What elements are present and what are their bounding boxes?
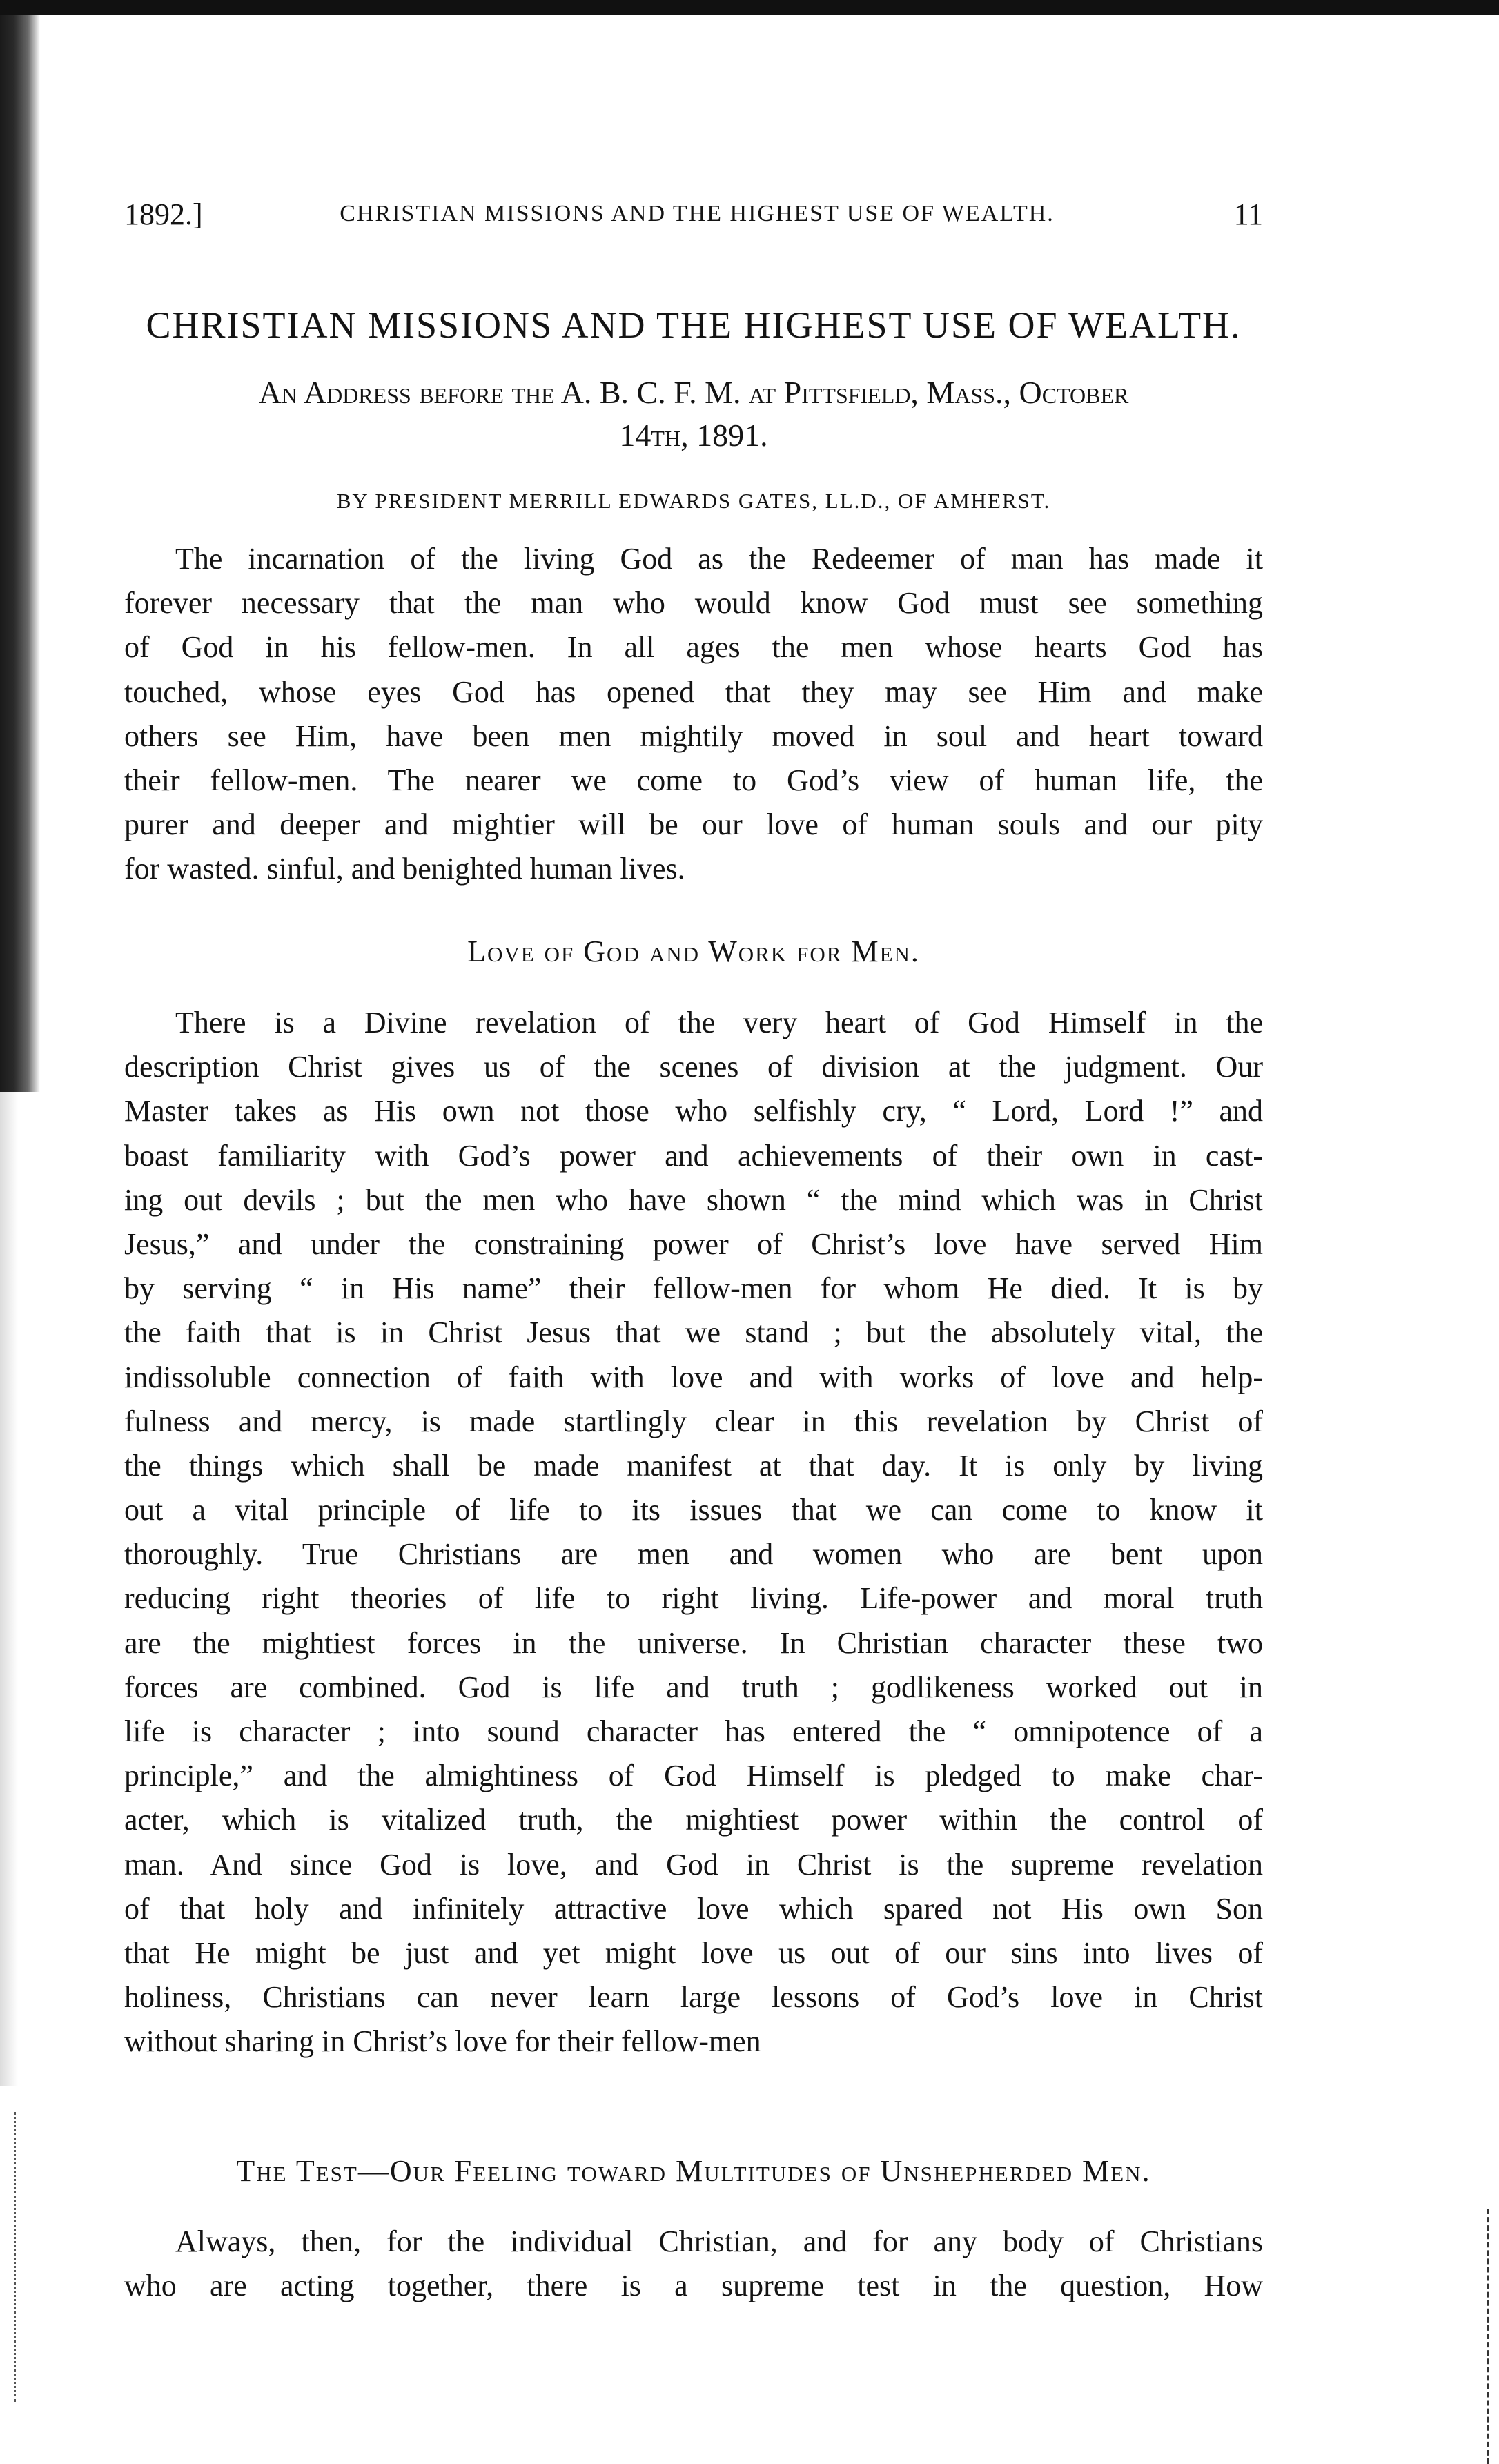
- paragraph-line: thoroughly. True Christians are men and women who are bent upon: [124, 1537, 1263, 1572]
- scan-top-edge: [0, 0, 1499, 15]
- paragraph-line: Jesus,” and under the constraining power of Christ’s love have served Him: [124, 1226, 1263, 1261]
- section-heading-the-test: The Test—Our Feeling toward Multitudes of Unshepherded Men.: [236, 2154, 1151, 2188]
- paragraph-line: acter, which is vitalized truth, the mightiest power within the control of: [124, 1803, 1263, 1837]
- paragraph-line: description Christ gives us of the scenes of division at the judgment. Our: [124, 1050, 1263, 1084]
- paragraph-line: ing out devils ; but the men who have shown “ the mind which was in Christ: [124, 1182, 1263, 1217]
- subtitle-line-2: 14th, 1891.: [619, 418, 768, 453]
- paragraph-line: for wasted. sinful, and benighted human lives.: [124, 852, 685, 886]
- paragraph-line: principle,” and the almightiness of God Himself is pledged to make char-: [124, 1759, 1263, 1793]
- paragraph-line: man. And since God is love, and God in Christ is the supreme revelation: [124, 1847, 1263, 1881]
- section-heading-love-of-god: Love of God and Work for Men.: [467, 935, 920, 968]
- paragraph-line: Always, then, for the individual Christian, and for any body of Christians: [175, 2225, 1263, 2258]
- paragraph-line: holiness, Christians can never learn large lessons of God’s love in Christ: [124, 1980, 1263, 2015]
- paragraph-2: [124, 1001, 1263, 2064]
- paragraph-line: indissoluble connection of faith with love and with works of love and help-: [124, 1360, 1263, 1394]
- paragraph-line: There is a Divine revelation of the very heart of God Himself in the: [175, 1006, 1263, 1039]
- article-title: CHRISTIAN MISSIONS AND THE HIGHEST USE OF WEALTH.: [146, 304, 1242, 346]
- paragraph-line: purer and deeper and mightier will be our love of human souls and our pity: [124, 808, 1263, 842]
- paragraph-line: without sharing in Christ’s love for their fellow-men: [124, 2024, 761, 2059]
- scan-binding-shadow: [0, 15, 40, 1092]
- paragraph-line: touched, whose eyes God has opened that they may see Him and make: [124, 674, 1263, 709]
- running-head-title: CHRISTIAN MISSIONS AND THE HIGHEST USE OF WEALTH.: [340, 201, 1055, 226]
- article-subtitle: [124, 371, 1263, 457]
- scan-margin-dots: [14, 2112, 16, 2402]
- paragraph-line: Master takes as His own not those who selfishly cry, “ Lord, Lord !” and: [124, 1094, 1263, 1128]
- article-byline: BY PRESIDENT MERRILL EDWARDS GATES, LL.D., OF AMHERST.: [336, 489, 1051, 513]
- paragraph-line: that He might be just and yet might love us out of our sins into lives of: [124, 1935, 1263, 1970]
- paragraph-line: of that holy and infinitely attractive love which spared not His own Son: [124, 1891, 1263, 1926]
- paragraph-line: are the mightiest forces in the universe. In Christian character these two: [124, 1625, 1263, 1660]
- paragraph-line: forces are combined. God is life and truth ; godlikeness worked out in: [124, 1670, 1263, 1704]
- paragraph-1: [124, 537, 1263, 892]
- paragraph-line: fulness and mercy, is made startlingly clear in this revelation by Christ of: [124, 1404, 1263, 1438]
- paragraph-line: their fellow-men. The nearer we come to God’s view of human life, the: [124, 763, 1263, 797]
- paragraph-line: life is character ; into sound character has entered the “ omnipotence of a: [124, 1714, 1263, 1748]
- page-number: 11: [1233, 197, 1263, 231]
- scan-right-edge-mark: [1487, 2209, 1489, 2464]
- paragraph-3: [124, 2220, 1263, 2308]
- scan-binding-shadow-lower: [0, 1092, 18, 2086]
- running-head-year: 1892.]: [124, 197, 203, 231]
- paragraph-line: of God in his fellow-men. In all ages the men whose hearts God has: [124, 630, 1263, 665]
- paragraph-line: The incarnation of the living God as the Redeemer of man has made it: [175, 542, 1263, 576]
- paragraph-line: the faith that is in Christ Jesus that we stand ; but the absolutely vital, the: [124, 1316, 1263, 1350]
- paragraph-line: forever necessary that the man who would know God must see something: [124, 586, 1263, 620]
- paragraph-line: the things which shall be made manifest at that day. It is only by living: [124, 1448, 1263, 1483]
- paragraph-line: others see Him, have been men mightily moved in soul and heart toward: [124, 718, 1263, 753]
- paragraph-line: boast familiarity with God’s power and achievements of their own in cast-: [124, 1138, 1263, 1173]
- paragraph-line: out a vital principle of life to its issues that we can come to know it: [124, 1493, 1263, 1527]
- running-head: [124, 197, 1263, 238]
- paragraph-line: who are acting together, there is a supreme test in the question, How: [124, 2269, 1263, 2303]
- paragraph-line: by serving “ in His name” their fellow-men for whom He died. It is by: [124, 1271, 1263, 1306]
- paragraph-line: reducing right theories of life to right living. Life-power and moral truth: [124, 1581, 1263, 1616]
- subtitle-line-1: An Address before the A. B. C. F. M. at Pittsfield, Mass., October: [258, 375, 1129, 410]
